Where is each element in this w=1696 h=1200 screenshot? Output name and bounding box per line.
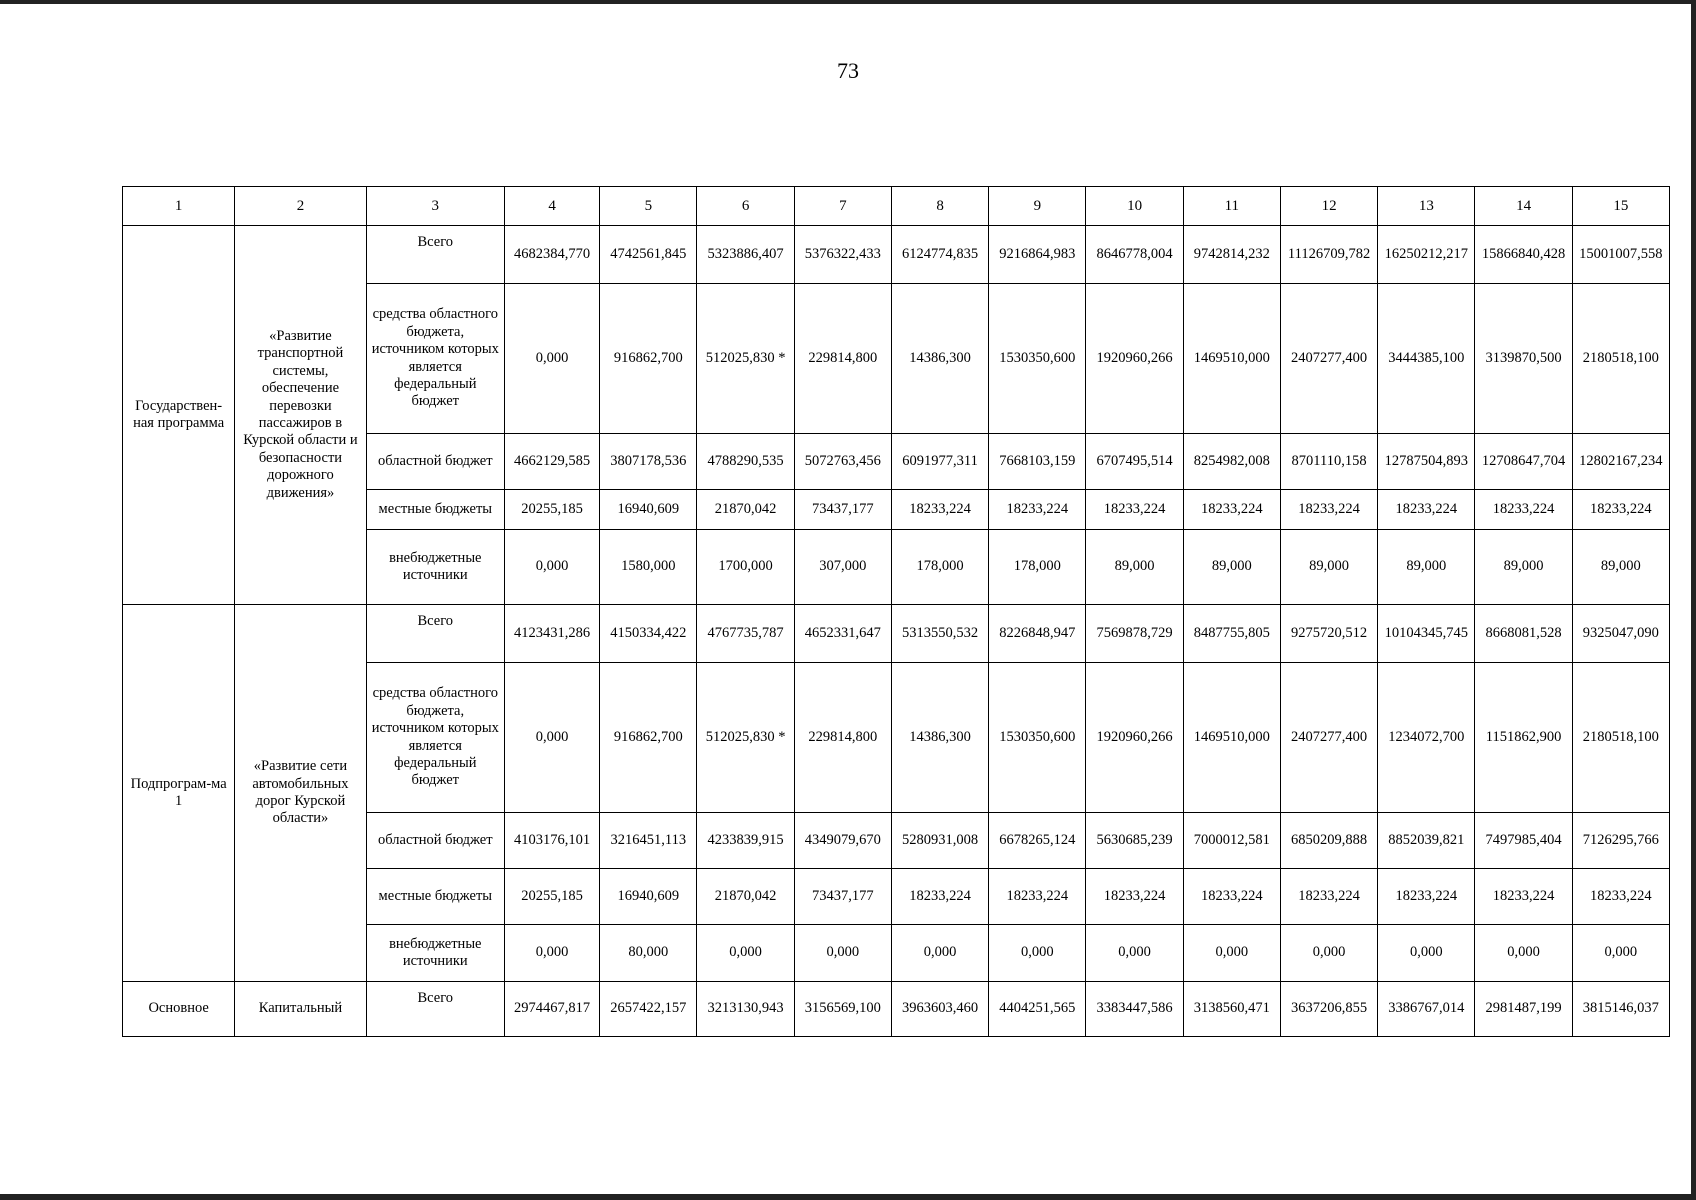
amount-cell: 18233,224 [891, 869, 988, 925]
amount-cell: 3815146,037 [1572, 982, 1669, 1037]
amount-cell: 18233,224 [989, 490, 1086, 530]
funding-source-cell: внебюджетные источники [366, 925, 504, 982]
amount-cell: 916862,700 [600, 284, 697, 434]
funding-source-cell: Всего [366, 982, 504, 1037]
amount-cell: 1530350,600 [989, 284, 1086, 434]
amount-cell: 73437,177 [794, 490, 891, 530]
amount-cell: 1469510,000 [1183, 284, 1280, 434]
amount-cell: 73437,177 [794, 869, 891, 925]
amount-cell: 512025,830 * [697, 663, 794, 813]
amount-cell: 89,000 [1475, 530, 1572, 605]
amount-cell: 12708647,704 [1475, 434, 1572, 490]
amount-cell: 2981487,199 [1475, 982, 1572, 1037]
amount-cell: 5280931,008 [891, 813, 988, 869]
amount-cell: 8852039,821 [1378, 813, 1475, 869]
amount-cell: 89,000 [1086, 530, 1183, 605]
column-number: 7 [794, 187, 891, 226]
amount-cell: 18233,224 [1086, 490, 1183, 530]
column-number: 14 [1475, 187, 1572, 226]
column-number: 1 [123, 187, 235, 226]
amount-cell: 8487755,805 [1183, 605, 1280, 663]
amount-cell: 18233,224 [1572, 490, 1669, 530]
amount-cell: 14386,300 [891, 663, 988, 813]
amount-cell: 18233,224 [1086, 869, 1183, 925]
amount-cell: 18233,224 [1183, 490, 1280, 530]
amount-cell: 1920960,266 [1086, 663, 1183, 813]
amount-cell: 4123431,286 [504, 605, 599, 663]
amount-cell: 3156569,100 [794, 982, 891, 1037]
amount-cell: 21870,042 [697, 490, 794, 530]
program-title-cell: «Развитие транспортной системы, обеспечение перевозки пассажиров в Курской области и безопасности дорожного движения» [235, 226, 366, 605]
amount-cell: 18233,224 [1475, 490, 1572, 530]
column-number: 8 [891, 187, 988, 226]
funding-source-cell: Всего [366, 226, 504, 284]
scan-border-right [1691, 0, 1696, 1200]
page-number: 73 [837, 58, 859, 83]
amount-cell: 3386767,014 [1378, 982, 1475, 1037]
column-number: 3 [366, 187, 504, 226]
amount-cell: 0,000 [794, 925, 891, 982]
amount-cell: 89,000 [1572, 530, 1669, 605]
amount-cell: 1700,000 [697, 530, 794, 605]
amount-cell: 18233,224 [1572, 869, 1669, 925]
amount-cell: 7668103,159 [989, 434, 1086, 490]
amount-cell: 0,000 [1572, 925, 1669, 982]
amount-cell: 1920960,266 [1086, 284, 1183, 434]
amount-cell: 16940,609 [600, 490, 697, 530]
budget-table [122, 186, 1670, 1037]
table-row [123, 605, 1670, 663]
amount-cell: 14386,300 [891, 284, 988, 434]
amount-cell: 21870,042 [697, 869, 794, 925]
amount-cell: 2407277,400 [1280, 663, 1377, 813]
amount-cell: 0,000 [504, 284, 599, 434]
amount-cell: 18233,224 [1378, 869, 1475, 925]
amount-cell: 16940,609 [600, 869, 697, 925]
amount-cell: 89,000 [1183, 530, 1280, 605]
amount-cell: 2180518,100 [1572, 284, 1669, 434]
table-row [123, 226, 1670, 284]
column-number: 5 [600, 187, 697, 226]
amount-cell: 18233,224 [1280, 490, 1377, 530]
amount-cell: 7126295,766 [1572, 813, 1669, 869]
amount-cell: 5630685,239 [1086, 813, 1183, 869]
amount-cell: 6707495,514 [1086, 434, 1183, 490]
amount-cell: 9275720,512 [1280, 605, 1377, 663]
amount-cell: 6678265,124 [989, 813, 1086, 869]
program-level-cell: Основное [123, 982, 235, 1037]
amount-cell: 9742814,232 [1183, 226, 1280, 284]
amount-cell: 3444385,100 [1378, 284, 1475, 434]
amount-cell: 18233,224 [1378, 490, 1475, 530]
amount-cell: 89,000 [1280, 530, 1377, 605]
amount-cell: 2407277,400 [1280, 284, 1377, 434]
column-number: 6 [697, 187, 794, 226]
amount-cell: 4652331,647 [794, 605, 891, 663]
amount-cell: 1530350,600 [989, 663, 1086, 813]
amount-cell: 15001007,558 [1572, 226, 1669, 284]
amount-cell: 512025,830 * [697, 284, 794, 434]
program-title-cell: Капитальный [235, 982, 366, 1037]
amount-cell: 4767735,787 [697, 605, 794, 663]
amount-cell: 0,000 [891, 925, 988, 982]
amount-cell: 3139870,500 [1475, 284, 1572, 434]
amount-cell: 4233839,915 [697, 813, 794, 869]
amount-cell: 0,000 [1280, 925, 1377, 982]
amount-cell: 15866840,428 [1475, 226, 1572, 284]
scan-border-bottom [0, 1194, 1696, 1200]
amount-cell: 12787504,893 [1378, 434, 1475, 490]
amount-cell: 18233,224 [1183, 869, 1280, 925]
column-number: 10 [1086, 187, 1183, 226]
amount-cell: 20255,185 [504, 869, 599, 925]
funding-source-cell: средства областного бюджета, источником которых является федеральный бюджет [366, 663, 504, 813]
column-number: 4 [504, 187, 599, 226]
amount-cell: 18233,224 [1280, 869, 1377, 925]
amount-cell: 18233,224 [1475, 869, 1572, 925]
funding-source-cell: местные бюджеты [366, 490, 504, 530]
amount-cell: 1580,000 [600, 530, 697, 605]
amount-cell: 9325047,090 [1572, 605, 1669, 663]
amount-cell: 7000012,581 [1183, 813, 1280, 869]
amount-cell: 4682384,770 [504, 226, 599, 284]
amount-cell: 3383447,586 [1086, 982, 1183, 1037]
amount-cell: 1234072,700 [1378, 663, 1475, 813]
amount-cell: 8254982,008 [1183, 434, 1280, 490]
amount-cell: 7569878,729 [1086, 605, 1183, 663]
amount-cell: 0,000 [1086, 925, 1183, 982]
amount-cell: 4150334,422 [600, 605, 697, 663]
amount-cell: 6124774,835 [891, 226, 988, 284]
amount-cell: 0,000 [989, 925, 1086, 982]
table-row [123, 982, 1670, 1037]
amount-cell: 0,000 [697, 925, 794, 982]
amount-cell: 3963603,460 [891, 982, 988, 1037]
column-number: 2 [235, 187, 366, 226]
amount-cell: 20255,185 [504, 490, 599, 530]
program-level-cell: Подпрограм-ма 1 [123, 605, 235, 982]
amount-cell: 11126709,782 [1280, 226, 1377, 284]
column-number: 13 [1378, 187, 1475, 226]
amount-cell: 4788290,535 [697, 434, 794, 490]
funding-source-cell: областной бюджет [366, 813, 504, 869]
column-number: 11 [1183, 187, 1280, 226]
amount-cell: 8226848,947 [989, 605, 1086, 663]
table-body [123, 226, 1670, 1037]
amount-cell: 6850209,888 [1280, 813, 1377, 869]
funding-source-cell: внебюджетные источники [366, 530, 504, 605]
amount-cell: 2657422,157 [600, 982, 697, 1037]
funding-source-cell: Всего [366, 605, 504, 663]
amount-cell: 0,000 [504, 663, 599, 813]
amount-cell: 0,000 [1475, 925, 1572, 982]
program-level-cell: Государствен-ная программа [123, 226, 235, 605]
amount-cell: 916862,700 [600, 663, 697, 813]
amount-cell: 16250212,217 [1378, 226, 1475, 284]
amount-cell: 12802167,234 [1572, 434, 1669, 490]
amount-cell: 307,000 [794, 530, 891, 605]
amount-cell: 8701110,158 [1280, 434, 1377, 490]
amount-cell: 3213130,943 [697, 982, 794, 1037]
scan-border-top [0, 0, 1696, 4]
amount-cell: 3216451,113 [600, 813, 697, 869]
amount-cell: 10104345,745 [1378, 605, 1475, 663]
amount-cell: 4662129,585 [504, 434, 599, 490]
amount-cell: 7497985,404 [1475, 813, 1572, 869]
amount-cell: 8646778,004 [1086, 226, 1183, 284]
funding-source-cell: областной бюджет [366, 434, 504, 490]
amount-cell: 3637206,855 [1280, 982, 1377, 1037]
amount-cell: 18233,224 [891, 490, 988, 530]
amount-cell: 2180518,100 [1572, 663, 1669, 813]
amount-cell: 0,000 [504, 925, 599, 982]
amount-cell: 4742561,845 [600, 226, 697, 284]
program-title-cell: «Развитие сети автомобильных дорог Курской области» [235, 605, 366, 982]
amount-cell: 2974467,817 [504, 982, 599, 1037]
amount-cell: 1469510,000 [1183, 663, 1280, 813]
amount-cell: 0,000 [504, 530, 599, 605]
amount-cell: 5072763,456 [794, 434, 891, 490]
column-number-row [123, 187, 1670, 226]
amount-cell: 3138560,471 [1183, 982, 1280, 1037]
amount-cell: 6091977,311 [891, 434, 988, 490]
amount-cell: 9216864,983 [989, 226, 1086, 284]
amount-cell: 0,000 [1378, 925, 1475, 982]
amount-cell: 8668081,528 [1475, 605, 1572, 663]
amount-cell: 5323886,407 [697, 226, 794, 284]
column-number: 9 [989, 187, 1086, 226]
amount-cell: 229814,800 [794, 284, 891, 434]
amount-cell: 80,000 [600, 925, 697, 982]
amount-cell: 4349079,670 [794, 813, 891, 869]
amount-cell: 4103176,101 [504, 813, 599, 869]
amount-cell: 89,000 [1378, 530, 1475, 605]
amount-cell: 0,000 [1183, 925, 1280, 982]
amount-cell: 178,000 [989, 530, 1086, 605]
amount-cell: 1151862,900 [1475, 663, 1572, 813]
amount-cell: 178,000 [891, 530, 988, 605]
funding-source-cell: средства областного бюджета, источником которых является федеральный бюджет [366, 284, 504, 434]
amount-cell: 4404251,565 [989, 982, 1086, 1037]
amount-cell: 5313550,532 [891, 605, 988, 663]
column-number: 12 [1280, 187, 1377, 226]
column-number: 15 [1572, 187, 1669, 226]
amount-cell: 3807178,536 [600, 434, 697, 490]
amount-cell: 5376322,433 [794, 226, 891, 284]
amount-cell: 229814,800 [794, 663, 891, 813]
funding-source-cell: местные бюджеты [366, 869, 504, 925]
amount-cell: 18233,224 [989, 869, 1086, 925]
